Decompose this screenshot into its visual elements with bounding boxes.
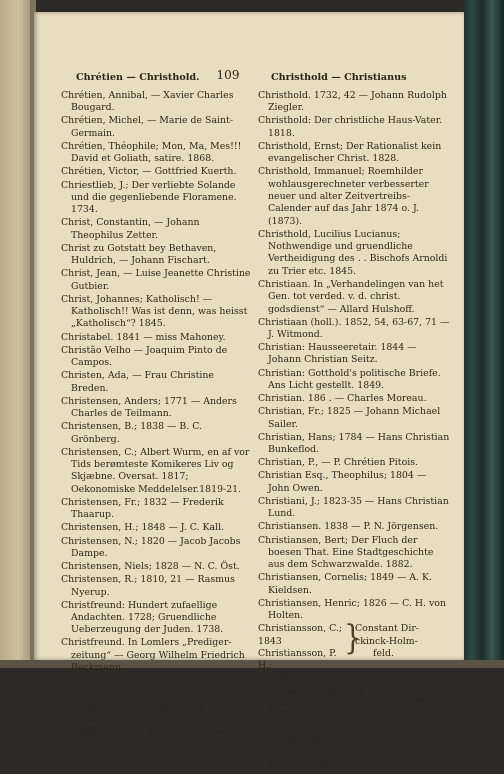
index-entry: Christhold, Lucilius Lucianus; Nothwendige und gruendliche Vertheidigung des . . Bischofs Arnoldi zu Trier etc. 1845. bbox=[258, 228, 448, 277]
running-head-left: Chrétien — Christhold. bbox=[76, 72, 200, 83]
index-entry: Christiaan. In „Verhandelingen van het Gen. tot verded. v. d. christ. godsdienst“ — Allard Hulshoff. bbox=[258, 278, 444, 315]
index-entry: Christfried: Anwendung. 1738 — Chr. E. Krehl. bbox=[61, 700, 254, 725]
index-entry: Christfreund: Hundert zufaellige Andachten. 1728; Gruendliche Ueberzeugung der Juden. 1738. bbox=[61, 599, 224, 636]
page-number: 109 bbox=[216, 68, 240, 82]
brace-right-line: feld. bbox=[373, 647, 394, 659]
previous-page-edge bbox=[0, 0, 34, 668]
index-entry: Christensen, Anders; 1771 — Anders Charles de Teilmann. bbox=[61, 395, 237, 420]
index-entry: Christão Velho — Joaquim Pinto de Campos. bbox=[61, 344, 228, 369]
curly-brace-icon: } bbox=[344, 617, 362, 658]
index-entry: Christiansen. 1838 — P. N. Jörgensen. bbox=[258, 521, 439, 533]
index-entry: Christiaan (holl.). 1852, 54, 63-67, 71 — J. Witmond. bbox=[258, 316, 450, 340]
right-column-entries-bottom bbox=[258, 685, 450, 773]
index-entry: Chrétien, Théophile; Mon, Ma, Mes!!! David et Goliath, satire. 1868. bbox=[61, 140, 242, 165]
index-entry: Christhold. 1732, 42 — Johann Rudolph Ziegler. bbox=[258, 90, 447, 114]
brace-right-lines bbox=[352, 623, 419, 660]
right-column bbox=[258, 90, 450, 774]
index-entry: Christian, Hans; 1784 — Hans Christian Bunkeflod. bbox=[258, 431, 450, 456]
brace-left-line: Christiansson, P. H.; bbox=[258, 647, 337, 672]
index-entry: Christhold, Immanuel; Roemhilder wohlausgerechneter verbesserter neuer und alter Zeitvertreibs-Calender auf das Jahr 1874 o. J. (1873). bbox=[258, 166, 429, 227]
index-entry: Christiansen, Cornelis; 1849 — A. K. Kieldsen. bbox=[258, 572, 432, 596]
index-entry: Christianus: A treatise on the existence of a divine being from all eternity. 1770. bbox=[258, 684, 446, 721]
index-entry: Christian, P., — P. Chrétien Pitois. bbox=[258, 457, 419, 469]
index-entry: Christhold. 1704, 12, 25, 27, 29 — — Johann Gottlieb Erlmann. bbox=[61, 726, 238, 750]
index-entry: Christhold, Ernst; Der Rationalist kein evangelischer Christ. 1828. bbox=[258, 140, 442, 165]
brace-left-line: 1829. bbox=[268, 672, 295, 684]
index-entry: Christian. 186 . — Charles Moreau. bbox=[258, 393, 427, 405]
index-entry: Christian, Fr.; 1825 — Johann Michael Sailer. bbox=[258, 406, 441, 430]
index-entry: Chrétien, Victor, — Gottfried Kuerth. bbox=[61, 166, 237, 178]
index-entry: Christ, Constantin, — Johann Theophilus Zetter. bbox=[61, 217, 200, 241]
index-entry: Christhold: Der christliche Haus-Vater. 1818. bbox=[258, 115, 443, 139]
index-entry: Christiansen, Henric; 1826 — C. H. von Holten. bbox=[258, 597, 446, 622]
index-entry: Christensen, B.; 1838 — B. C. Grönberg. bbox=[61, 421, 203, 445]
brace-right-line: ckinck-Holm- bbox=[355, 635, 418, 647]
index-entry: Chrétien, Michel, — Marie de Saint-Germain. bbox=[61, 115, 234, 139]
book-binding bbox=[464, 0, 504, 668]
index-entry: Christensen, Niels; 1828 — N. C. Öst. bbox=[61, 561, 240, 573]
right-column-entries-top bbox=[258, 90, 450, 623]
index-entry: Chrétien, Annibal, — Xavier Charles Bougard. bbox=[61, 90, 234, 114]
brace-right-line: Constant Dir- bbox=[355, 623, 419, 635]
index-entry: Chriestlieb, J.; Der verliebte Solande und die gegenliebende Floramene. 1734. bbox=[61, 179, 237, 216]
index-entry: Christiansen, Bert; Der Fluch der boesen That. Eine Stadtgeschichte aus dem Schwarzwalde. 1882. bbox=[258, 534, 434, 571]
brace-left-lines bbox=[258, 623, 344, 684]
running-head-right: Christhold — Christianus bbox=[271, 72, 407, 83]
index-entry: Christian: Gotthold's politische Briefe. Ans Licht gestellt. 1849. bbox=[258, 367, 441, 391]
index-entry: Christabel. 1841 — miss Mahoney. bbox=[61, 331, 226, 343]
index-entry: Christiani, J.; 1823-35 — Hans Christian Lund. bbox=[258, 495, 449, 520]
index-entry: Christ zu Gotstatt bey Bethaven, Huldrich, — Johann Fischart. bbox=[61, 242, 217, 267]
brace-left-line: Christiansson, C.; 1843 bbox=[258, 623, 343, 647]
index-entry: Christ, Jean, — Luise Jeanette Christine Gutbier. bbox=[61, 268, 251, 292]
braced-entry bbox=[258, 617, 450, 684]
index-entry: Christian: Hausseeretair. 1844 — Johann Christian Seitz. bbox=[258, 342, 417, 366]
index-entry: Christfried. 1700 — Christian Jacob Feustel. bbox=[61, 675, 232, 699]
index-entry: Christianus (holland.). 1793, 96 — Willem Goede. bbox=[258, 722, 422, 746]
index-entry: Christ, Johannes; Katholisch! — Katholisch!! Was ist denn, was heisst „Katholisch“? 1845. bbox=[61, 293, 248, 330]
index-entry: Christensen, H.; 1848 — J. C. Kall. bbox=[61, 522, 225, 534]
index-entry: Christensen, R.; 1810, 21 — Rasmus Nyerup. bbox=[61, 574, 235, 598]
left-column bbox=[61, 90, 253, 752]
index-entry: Christfreund. In Lomlers „Prediger-zeitung“ — Georg Wilhelm Friedrich Beckmann. bbox=[61, 637, 245, 674]
index-entry: Christian Esq., Theophilus; 1804 — John Owen. bbox=[258, 470, 427, 494]
index-entry: Christen, Ada, — Frau Christine Breden. bbox=[61, 370, 214, 394]
index-entry: Christianus: Brief van Sophia. 1807 — Jan Hinlopen (?). bbox=[258, 748, 441, 772]
index-entry: Christensen, Fr.; 1832 — Frederik Thaarup. bbox=[61, 496, 224, 521]
index-entry: Christensen, C.; Albert Wurm, en af vor Tids berømteste Komikeres Liv og Skjæbne. Oversat. 1817; Oekonomiske Meddelelser.1819-21. bbox=[61, 446, 250, 495]
index-entry: Christensen, N.; 1820 — Jacob Jacobs Dampe. bbox=[61, 535, 241, 559]
